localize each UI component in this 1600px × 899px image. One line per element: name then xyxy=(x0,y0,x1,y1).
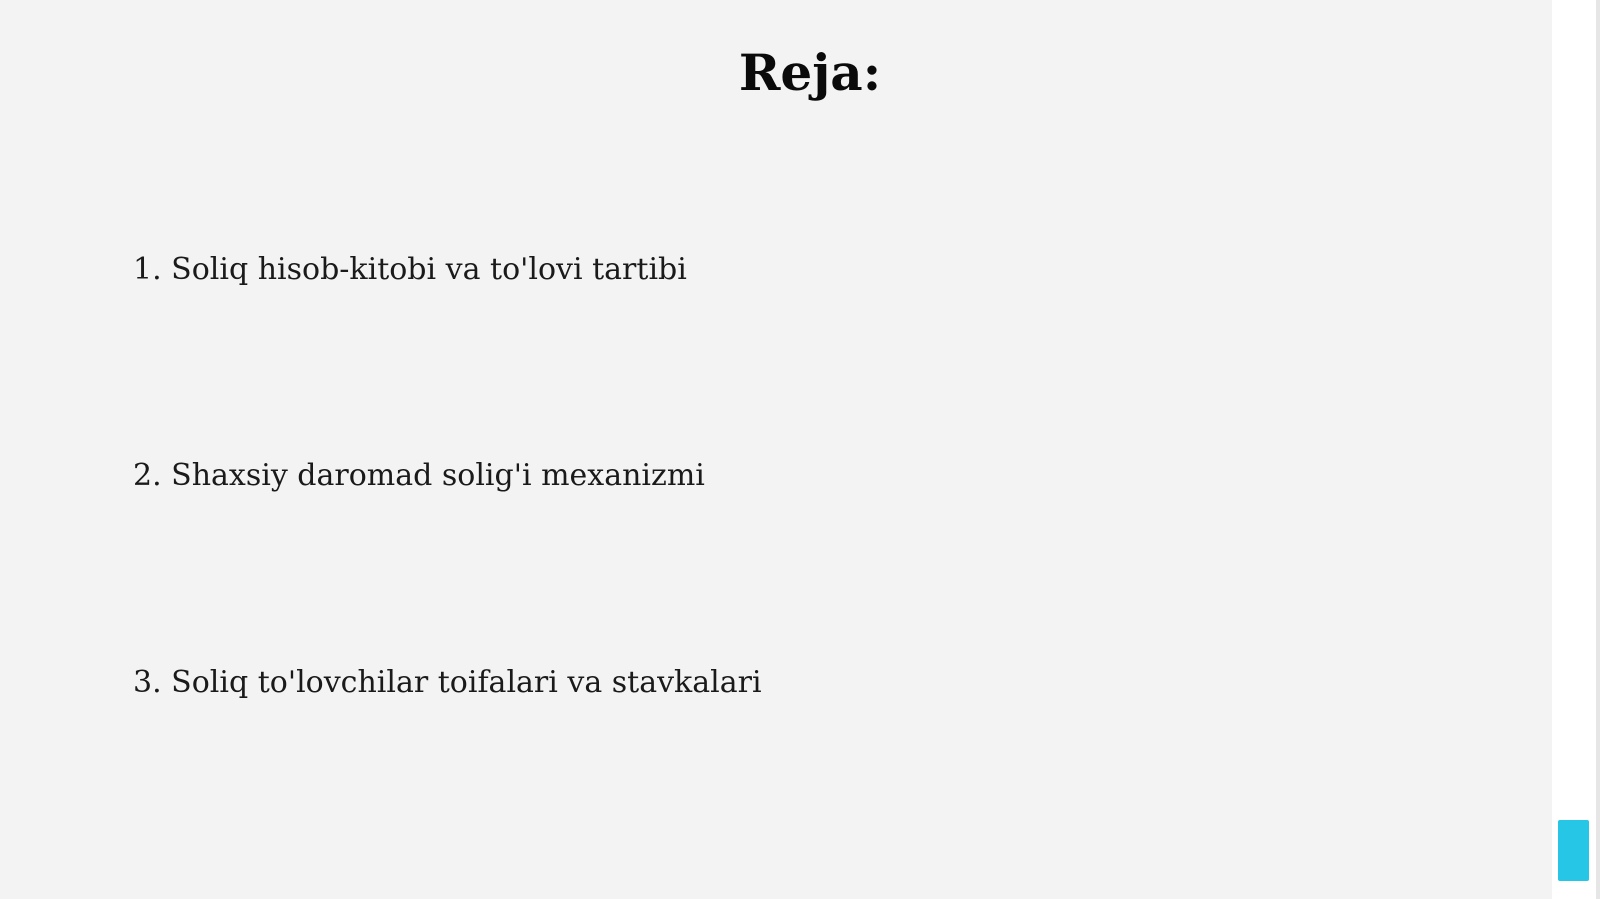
plan-item-3: 3. Soliq to'lovchilar toifalari va stavkalari xyxy=(133,665,762,700)
plan-item-1: 1. Soliq hisob-kitobi va to'lovi tartibi xyxy=(133,252,687,287)
scrollbar-thumb[interactable] xyxy=(1558,820,1589,881)
scrollbar-track[interactable] xyxy=(1552,0,1600,899)
window-edge xyxy=(1596,0,1600,899)
plan-item-2: 2. Shaxsiy daromad solig'i mexanizmi xyxy=(133,458,705,493)
slide-title: Reja: xyxy=(738,43,882,102)
